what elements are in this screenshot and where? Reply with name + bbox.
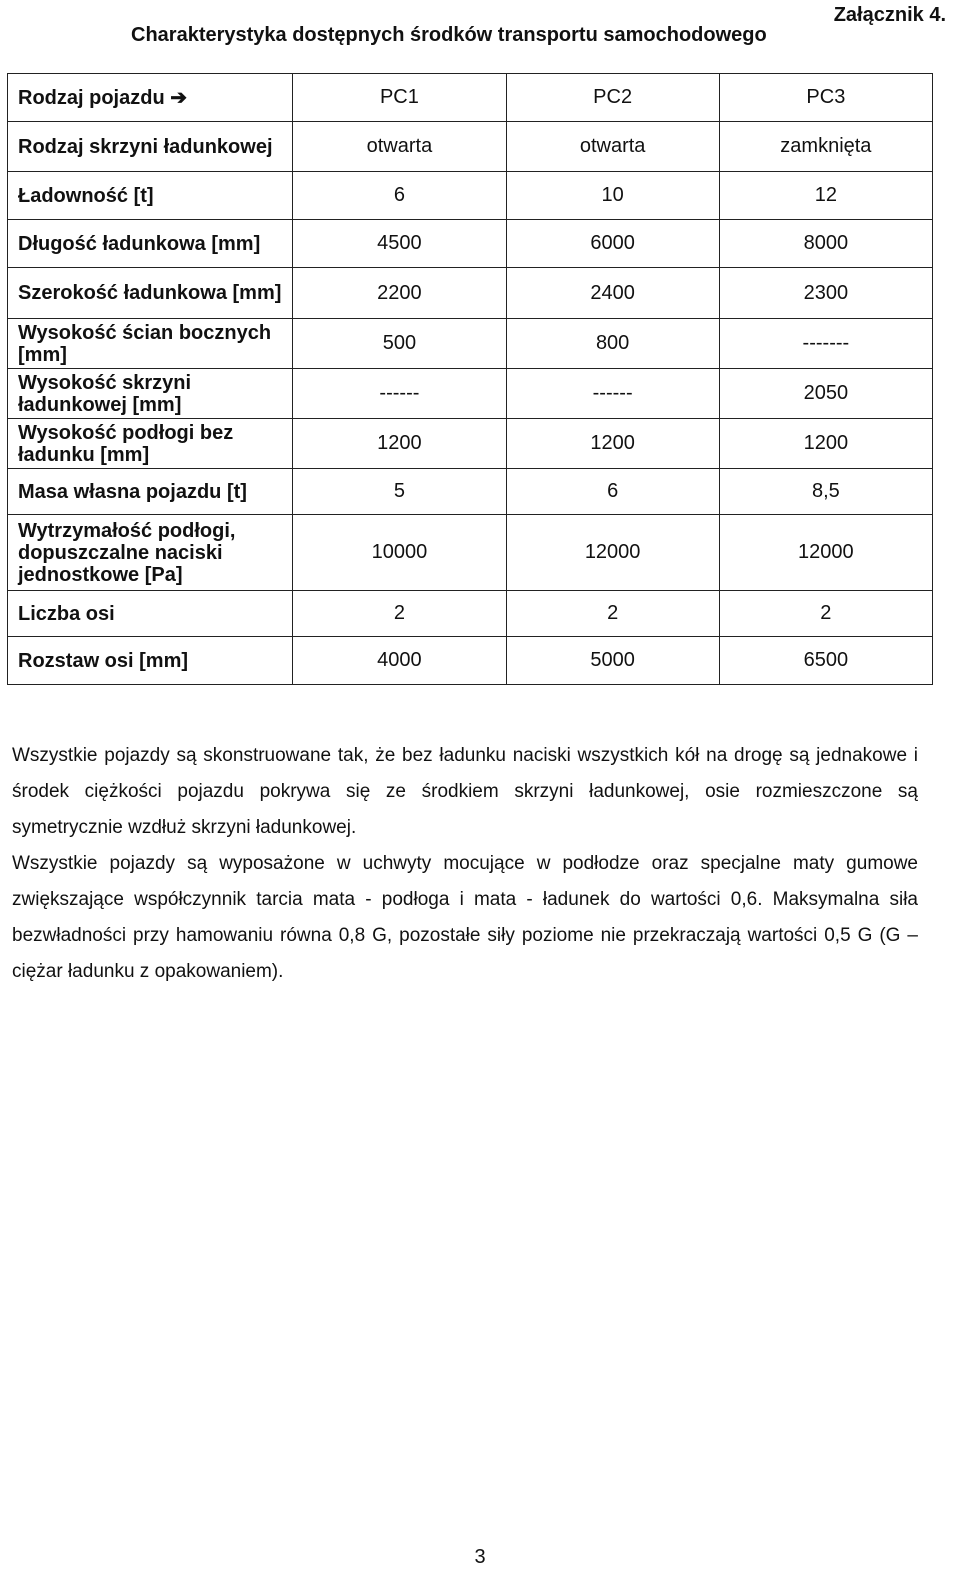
- cell-pc2: 10: [506, 172, 719, 220]
- cell-pc2: ------: [506, 369, 719, 419]
- cell-pc2: 2: [506, 591, 719, 637]
- table-row: [8, 319, 933, 369]
- cell-pc1: 10000: [293, 515, 506, 591]
- row-label: Wysokość podłogi bez ładunku [mm]: [8, 419, 293, 469]
- row-label: Liczba osi: [8, 591, 293, 637]
- cell-pc1: 2: [293, 591, 506, 637]
- cell-pc1: 5: [293, 469, 506, 515]
- row-label: Długość ładunkowa [mm]: [8, 220, 293, 268]
- cell-pc3: 2: [719, 591, 932, 637]
- cell-pc1: 6: [293, 172, 506, 220]
- cell-pc3: PC3: [719, 74, 932, 122]
- row-label: Ładowność [t]: [8, 172, 293, 220]
- cell-pc3: 8,5: [719, 469, 932, 515]
- row-label: Szerokość ładunkowa [mm]: [8, 268, 293, 319]
- cell-pc2: 6000: [506, 220, 719, 268]
- cell-pc2: 800: [506, 319, 719, 369]
- row-label: Wytrzymałość podłogi, dopuszczalne naciski jednostkowe [Pa]: [8, 515, 293, 591]
- table-row: [8, 122, 933, 172]
- cell-pc3: 1200: [719, 419, 932, 469]
- notes-section: [12, 738, 918, 990]
- cell-pc2: 12000: [506, 515, 719, 591]
- cell-pc3: -------: [719, 319, 932, 369]
- document-title: Charakterystyka dostępnych środków transportu samochodowego: [131, 24, 767, 46]
- table-row: [8, 369, 933, 419]
- cell-pc3: 2300: [719, 268, 932, 319]
- cell-pc2: otwarta: [506, 122, 719, 172]
- cell-pc3: 2050: [719, 369, 932, 419]
- cell-pc2: 1200: [506, 419, 719, 469]
- table-row: [8, 419, 933, 469]
- row-label: Masa własna pojazdu [t]: [8, 469, 293, 515]
- table-row: [8, 268, 933, 319]
- cell-pc2: 5000: [506, 637, 719, 685]
- table-row: [8, 74, 933, 122]
- cell-pc1: ------: [293, 369, 506, 419]
- cell-pc1: 1200: [293, 419, 506, 469]
- table-row: [8, 172, 933, 220]
- table-row: [8, 220, 933, 268]
- row-label: Rozstaw osi [mm]: [8, 637, 293, 685]
- cell-pc3: 8000: [719, 220, 932, 268]
- cell-pc3: 6500: [719, 637, 932, 685]
- row-label: Rodzaj pojazdu ➔: [8, 74, 293, 122]
- row-label: Rodzaj skrzyni ładunkowej: [8, 122, 293, 172]
- notes-paragraph: Wszystkie pojazdy są skonstruowane tak, że bez ładunku naciski wszystkich kół na drogę są jednakowe i środek ciężkości pojazdu pokrywa się ze środkiem skrzyni ładunkowej, osie rozmieszczone są symetrycznie wzdłuż skrzyni ładunkowej.: [12, 745, 918, 838]
- cell-pc3: 12: [719, 172, 932, 220]
- attachment-label: Załącznik 4.: [833, 4, 946, 26]
- cell-pc2: PC2: [506, 74, 719, 122]
- cell-pc2: 2400: [506, 268, 719, 319]
- cell-pc1: 4500: [293, 220, 506, 268]
- page-number: 3: [474, 1546, 486, 1568]
- row-label: Wysokość skrzyni ładunkowej [mm]: [8, 369, 293, 419]
- cell-pc1: PC1: [293, 74, 506, 122]
- notes-paragraph: Wszystkie pojazdy są wyposażone w uchwyty mocujące w podłodze oraz specjalne maty gumowe zwiększające współczynnik tarcia mata - podłoga i mata - ładunek do wartości 0,6. Maksymalna siła bezwładności przy hamowaniu równa 0,8 G, pozostałe siły poziome nie przekraczają wartości 0,5 G (G – ciężar ładunku z opakowaniem).: [12, 853, 918, 982]
- cell-pc3: 12000: [719, 515, 932, 591]
- vehicle-spec-table: [7, 73, 933, 685]
- table-row: [8, 469, 933, 515]
- cell-pc1: 4000: [293, 637, 506, 685]
- cell-pc1: otwarta: [293, 122, 506, 172]
- cell-pc1: 500: [293, 319, 506, 369]
- table-row: [8, 515, 933, 591]
- cell-pc3: zamknięta: [719, 122, 932, 172]
- table-row: [8, 637, 933, 685]
- cell-pc1: 2200: [293, 268, 506, 319]
- row-label: Wysokość ścian bocznych [mm]: [8, 319, 293, 369]
- table-row: [8, 591, 933, 637]
- cell-pc2: 6: [506, 469, 719, 515]
